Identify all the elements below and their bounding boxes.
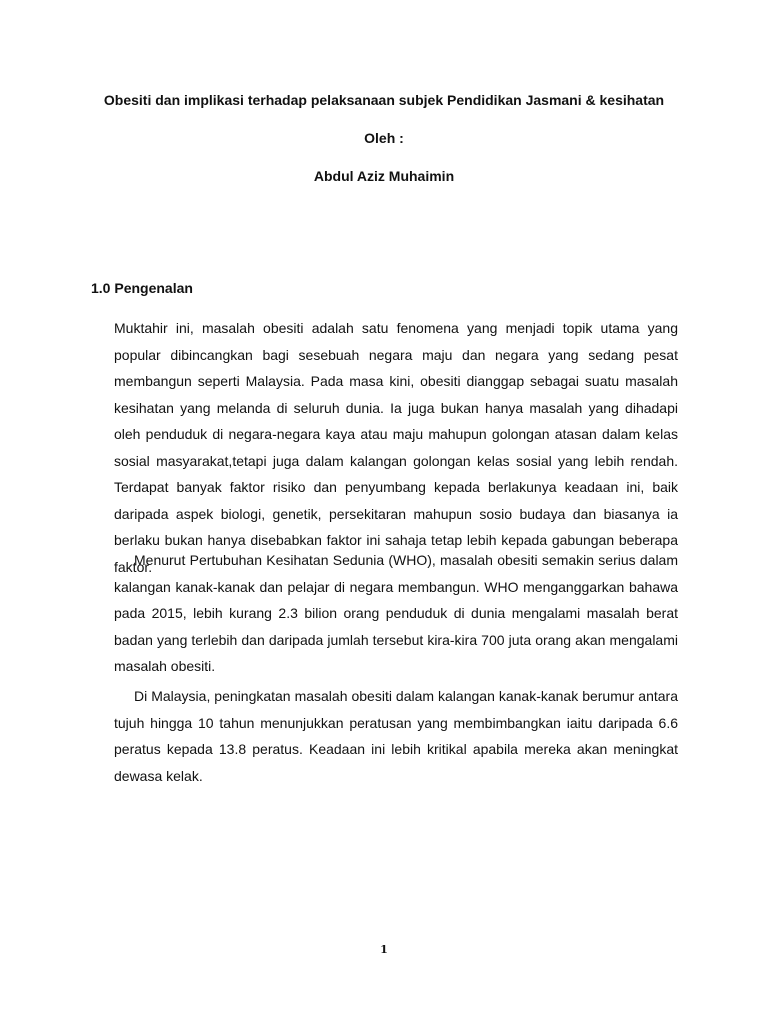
by-label: Oleh : xyxy=(364,130,404,146)
section-heading: 1.0 Pengenalan xyxy=(91,280,193,296)
paragraph-who: Menurut Pertubuhan Kesihatan Sedunia (WHO), masalah obesiti semakin serius dalam kalangan kanak-kanak dan pelajar di negara membangun. WHO menganggarkan bahawa pada 2015, lebih kurang 2.3 bilion orang penduduk di dunia mengalami masalah berat badan yang terlebih dan daripada jumlah tersebut kira-kira 700 juta orang akan mengalami masalah obesiti. xyxy=(114,552,678,674)
document-title: Obesiti dan implikasi terhadap pelaksanaan subjek Pendidikan Jasmani & kesihatan xyxy=(103,92,665,108)
page-number: 1 xyxy=(380,943,388,956)
paragraph-malaysia: Di Malaysia, peningkatan masalah obesiti dalam kalangan kanak-kanak berumur antara tujuh hingga 10 tahun menunjukkan peratusan yang membimbangkan iaitu daripada 6.6 peratus kepada 13.8 peratus. Keadaan ini lebih kritikal apabila mereka akan meningkat dewasa kelak. xyxy=(114,688,678,784)
paragraph-intro: Muktahir ini, masalah obesiti adalah satu fenomena yang menjadi topik utama yang popular dibincangkan bagi sesebuah negara maju dan negara yang sedang pesat membangun seperti Malaysia. Pada masa kini, obesiti dianggap sebagai suatu masalah kesihatan yang melanda di seluruh dunia. Ia juga bukan hanya masalah yang dihadapi oleh penduduk di negara-negara kaya atau maju mahupun golongan atasan dalam kelas sosial masyarakat,tetapi juga dalam kalangan golongan kelas sosial yang lebih rendah. Terdapat banyak faktor risiko dan penyumbang kepada berlakunya keadaan ini, baik daripada aspek biologi, genetik, persekitaran mahupun sosio budaya dan biasanya ia berlaku bukan hanya disebabkan faktor ini sahaja tetap lebih kepada gabungan beberapa faktor. xyxy=(114,320,678,575)
author-name: Abdul Aziz Muhaimin xyxy=(313,168,455,184)
